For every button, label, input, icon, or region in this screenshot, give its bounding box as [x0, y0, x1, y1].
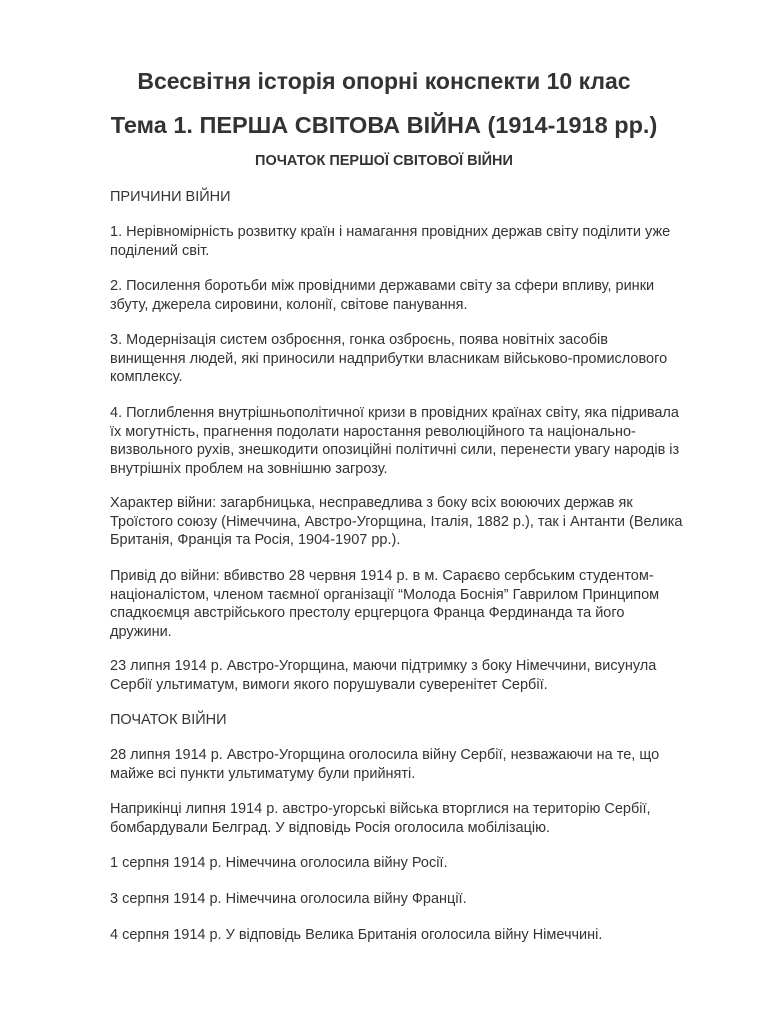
paragraph-line: 28 липня 1914 р. Австро-Угорщина оголосила війну Сербії, незважаючи на те, що	[110, 747, 660, 763]
beginning-paragraph-5	[110, 926, 710, 945]
paragraph-line: поділений світ.	[110, 242, 210, 259]
paragraph-line: комплексу.	[110, 369, 183, 385]
paragraph-line: Наприкінці липня 1914 р. австро-угорські війська вторглися на територію Сербії,	[110, 801, 651, 817]
paragraph-line: 23 липня 1914 р. Австро-Угорщина, маючи підтримку з боку Німеччини, висунула	[110, 658, 657, 674]
paragraph-line: бомбардували Белград. У відповідь Росія оголосила мобілізацію.	[110, 819, 551, 836]
document-title: Всесвітня історія опорні конспекти 10 клас	[137, 68, 631, 94]
beginning-paragraph-3	[110, 854, 710, 873]
war-character-paragraph	[110, 494, 710, 550]
paragraph-line: 1. Нерівномірність розвитку країн і намагання провідних держав світу поділити уже	[110, 224, 671, 240]
section-title: ПОЧАТОК ПЕРШОЇ СВІТОВОЇ ВІЙНИ	[255, 153, 513, 169]
paragraph-line: дружини.	[110, 623, 172, 640]
paragraph-line: 4. Поглиблення внутрішньополітичної кризи в провідних країнах світу, яка підривала	[110, 405, 679, 421]
paragraph-line: майже всі пункти ультиматуму були прийняті.	[110, 765, 416, 782]
paragraph-line: внутрішніх проблем на зовнішню загрозу.	[110, 460, 388, 477]
topic-title: Тема 1. ПЕРША СВІТОВА ВІЙНА (1914-1918 рр.)	[110, 112, 658, 138]
paragraph-line: 4 серпня 1914 р. У відповідь Велика Британія оголосила війну Німеччині.	[110, 927, 603, 943]
beginning-heading: ПОЧАТОК ВІЙНИ	[110, 712, 227, 728]
paragraph-line: Характер війни: загарбницька, несправедлива з боку всіх воюючих держав як	[110, 495, 633, 511]
paragraph-line: 3 серпня 1914 р. Німеччина оголосила війну Франції.	[110, 891, 467, 907]
paragraph-line: 1 серпня 1914 р. Німеччина оголосила війну Росії.	[110, 855, 448, 871]
paragraph-line: націоналістом, членом таємної організації “Молода Боснія” Гаврилом Принципом	[110, 586, 660, 603]
paragraph-line: 3. Модернізація систем озброєння, гонка озброєнь, поява новітніх засобів	[110, 332, 608, 348]
paragraph-line: Привід до війни: вбивство 28 червня 1914 р. в м. Сараєво сербським студентом-	[110, 568, 654, 584]
beginning-paragraph-1	[110, 746, 710, 783]
paragraph-line: їх могутність, прагнення подолати наростання революційного та національно-	[110, 423, 636, 440]
paragraph-line: Британія, Франція та Росія, 1904-1907 рр.).	[110, 532, 401, 548]
causes-heading: ПРИЧИНИ ВІЙНИ	[110, 189, 231, 205]
cause-paragraph-3	[110, 331, 710, 387]
beginning-paragraph-4	[110, 890, 710, 909]
cause-paragraph-4	[110, 404, 710, 478]
beginning-paragraph-2	[110, 800, 710, 837]
ultimatum-paragraph	[110, 657, 710, 694]
paragraph-line: Сербії ультиматум, вимоги якого порушували суверенітет Сербії.	[110, 676, 548, 693]
cause-paragraph-1	[110, 223, 710, 260]
paragraph-line: винищення людей, які приносили надприбутки власникам військово-промислового	[110, 350, 668, 367]
paragraph-line: Троїстого союзу (Німеччина, Австро-Угорщина, Італія, 1882 р.), так і Антанти (Велика	[110, 513, 683, 530]
paragraph-line: спадкоємця австрійського престолу ерцгерцога Франца Фердинанда та його	[110, 605, 625, 621]
war-pretext-paragraph	[110, 567, 710, 641]
cause-paragraph-2	[110, 277, 710, 314]
paragraph-line: 2. Посилення боротьби між провідними державами світу за сфери впливу, ринки	[110, 278, 655, 294]
paragraph-line: визвольного рухів, знешкодити опозиційні політичні сили, перенести увагу народів із	[110, 442, 680, 458]
paragraph-line: збуту, джерела сировини, колонії, світове панування.	[110, 296, 468, 313]
